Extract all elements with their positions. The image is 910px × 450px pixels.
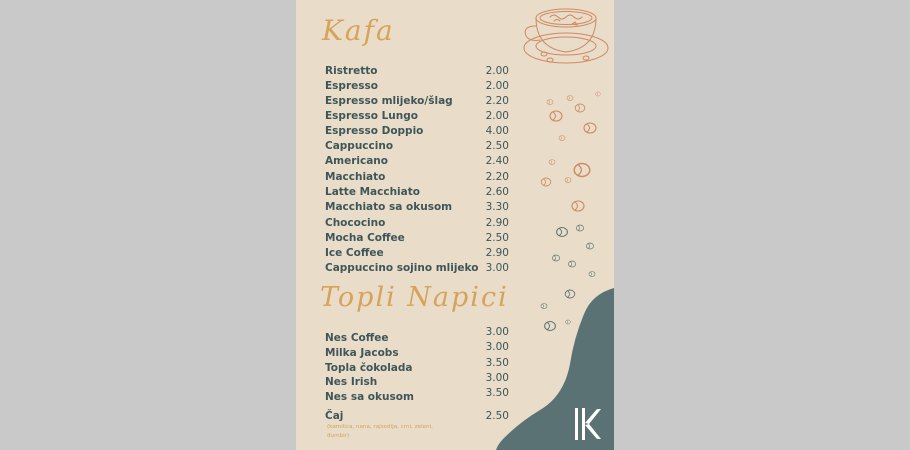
- menu-item: [325, 216, 509, 230]
- item-price: 3.00: [485, 262, 509, 274]
- item-price: 2.60: [485, 186, 509, 198]
- menu-item: [325, 185, 509, 199]
- menu-item: [325, 94, 509, 108]
- menu-item: [325, 154, 509, 168]
- item-name: Mocha Coffee: [325, 232, 405, 244]
- menu-item: [325, 124, 509, 138]
- item-name: Americano: [325, 155, 388, 167]
- tea-varieties-note: (kamilica, nana, rajsodija, crni, zeleni, đumbir): [327, 424, 433, 439]
- menu-item: [325, 372, 509, 389]
- item-name: Espresso: [325, 80, 378, 92]
- menu-item: [325, 64, 509, 78]
- heading-topli-napici: Topli Napici: [320, 282, 509, 313]
- menu-item: [325, 409, 509, 423]
- menu-item: [325, 200, 509, 214]
- menu-item: [325, 231, 509, 245]
- item-price: 3.00: [485, 341, 509, 353]
- item-price: 3.30: [485, 201, 509, 213]
- item-name: Čaj: [325, 410, 344, 422]
- item-price: 2.00: [485, 65, 509, 77]
- item-price: 2.90: [485, 247, 509, 259]
- menu-item: [325, 170, 509, 184]
- item-price: 2.50: [485, 140, 509, 152]
- item-price: 2.20: [485, 95, 509, 107]
- menu-item: [325, 79, 509, 93]
- item-name: Nes sa okusom: [325, 391, 414, 403]
- item-name: Nes Irish: [325, 376, 378, 388]
- item-name: Espresso Lungo: [325, 110, 418, 122]
- heading-kafa: Kafa: [322, 14, 395, 47]
- menu-page: [296, 0, 614, 450]
- item-price: 2.50: [485, 232, 509, 244]
- item-name: Cappuccino sojino mlijeko: [325, 262, 479, 274]
- coffee-cup-icon: [520, 4, 610, 74]
- item-name: Macchiato: [325, 171, 386, 183]
- menu-item: [325, 139, 509, 153]
- item-name: Nes Coffee: [325, 332, 389, 344]
- item-price: 3.50: [485, 387, 509, 399]
- menu-item: [325, 326, 509, 345]
- menu-item: [325, 246, 509, 260]
- item-name: Chococino: [325, 217, 386, 229]
- menu-item: [325, 357, 509, 375]
- item-name: Ice Coffee: [325, 247, 384, 259]
- brand-logo-icon: [573, 406, 603, 442]
- item-price: 4.00: [485, 125, 509, 137]
- item-name: Macchiato sa okusom: [325, 201, 453, 213]
- item-name: Cappuccino: [325, 140, 394, 152]
- item-name: Ristretto: [325, 65, 378, 77]
- item-price: 2.90: [485, 217, 509, 229]
- item-price: 3.00: [485, 326, 509, 338]
- menu-item: [325, 261, 509, 275]
- item-name: Espresso Doppio: [325, 125, 424, 137]
- item-price: 2.00: [485, 110, 509, 122]
- menu-item: [325, 341, 509, 360]
- item-price: 2.40: [485, 155, 509, 167]
- menu-item: [325, 109, 509, 123]
- item-price: 3.00: [485, 372, 509, 384]
- item-name: Espresso mlijeko/šlag: [325, 95, 453, 107]
- menu-item: [325, 387, 509, 404]
- item-price: 2.00: [485, 80, 509, 92]
- item-name: Latte Macchiato: [325, 186, 420, 198]
- item-price: 2.50: [485, 410, 509, 422]
- item-price: 3.50: [485, 357, 509, 369]
- item-name: Milka Jacobs: [325, 347, 399, 359]
- item-name: Topla čokolada: [325, 362, 413, 374]
- item-price: 2.20: [485, 171, 509, 183]
